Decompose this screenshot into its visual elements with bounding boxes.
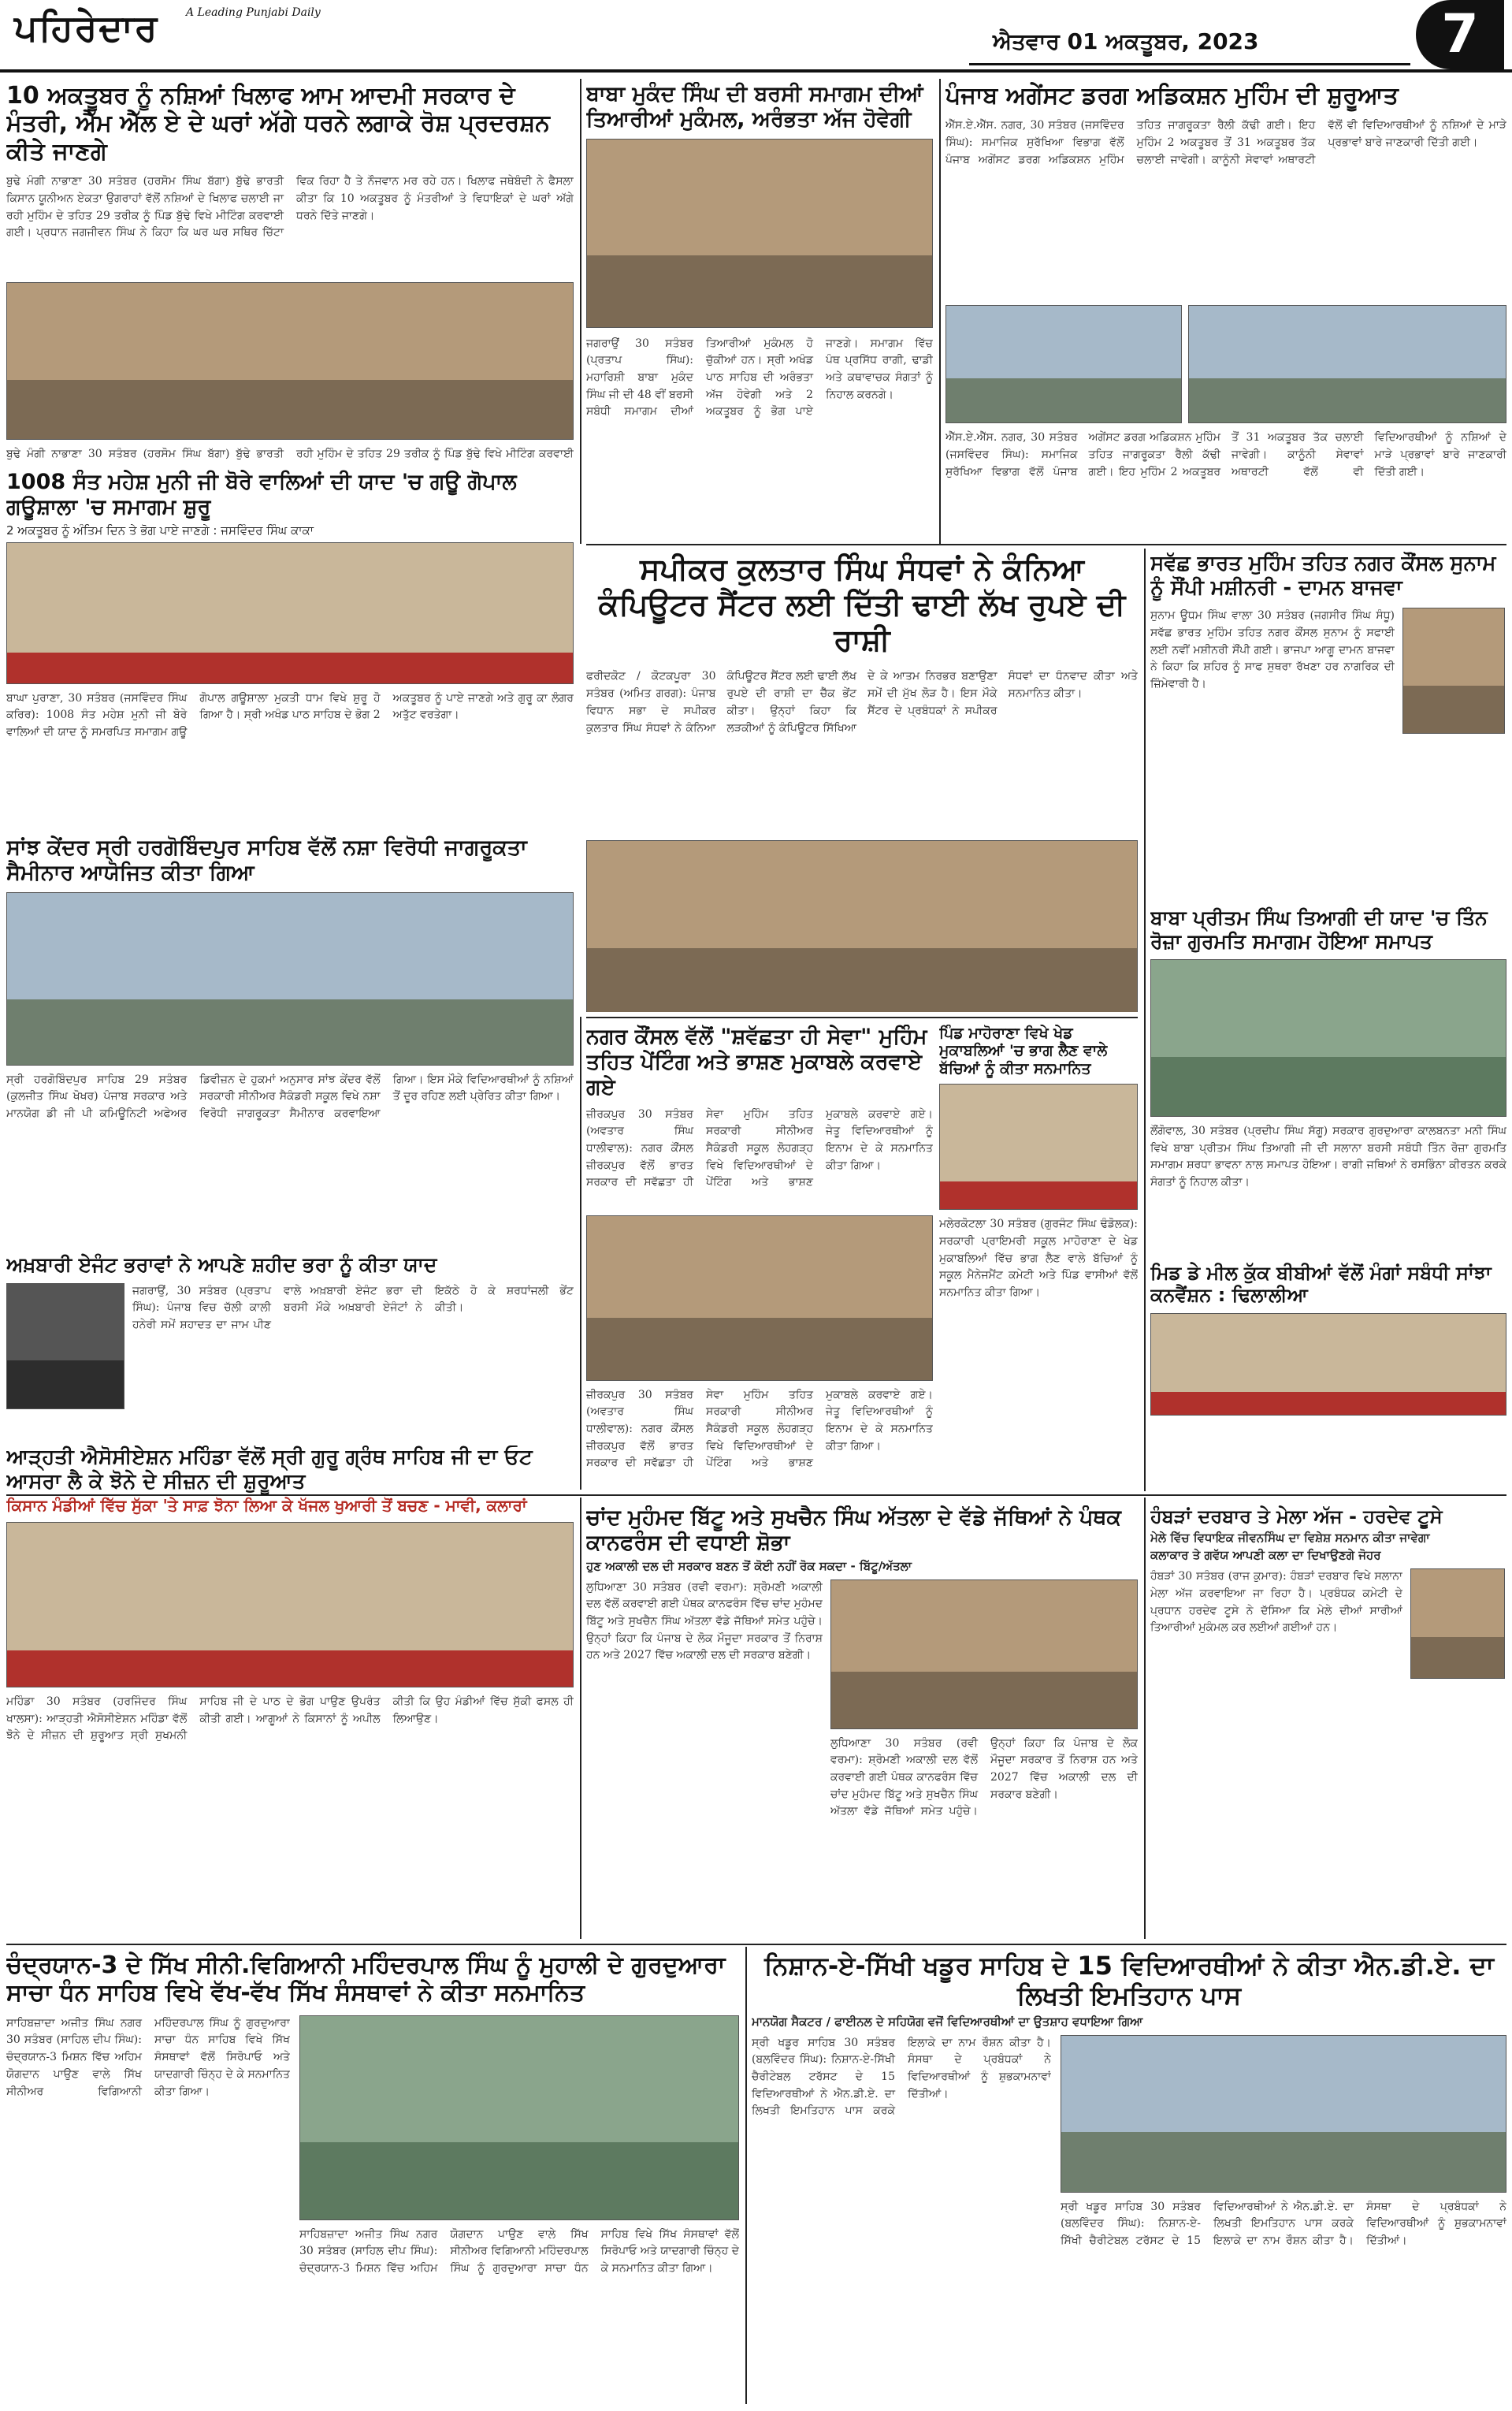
cheque-presentation-photo	[586, 840, 1138, 1012]
article-body: ਮਲੇਰਕੋਟਲਾ 30 ਸਤੰਬਰ (ਗੁਰਜੰਟ ਸਿੰਘ ਢੰਡੋਲਕ): ਸਰਕਾਰੀ ਪ੍ਰਾਇਮਰੀ ਸਕੂਲ ਮਾਹੋਰਾਣਾ ਦੇ ਖੇਡ ਮੁਕਾਬਲਿਆਂ ਵਿੱਚ ਭਾਗ ਲੈਣ ਵਾਲੇ ਬੱਚਿਆਂ ਨੂੰ ਸਕੂਲ ਮੈਨੇਜਮੈਂਟ ਕਮੇਟੀ ਅਤੇ ਪਿੰਡ ਵਾਸੀਆਂ ਵੱਲੋਂ ਸਨਮਾਨਿਤ ਕੀਤਾ ਗਿਆ।	[939, 1218, 1138, 1299]
headline: ਪੰਜਾਬ ਅਗੇਂਸਟ ਡਰਗ ਅਡਿਕਸ਼ਨ ਮੁਹਿੰਮ ਦੀ ਸ਼ੁਰੂਆਤ	[945, 82, 1399, 110]
headline: 1008 ਸੰਤ ਮਹੇਸ਼ ਮੁਨੀ ਜੀ ਬੋਰੇ ਵਾਲਿਆਂ ਦੀ ਯਾਦ 'ਚ ਗਊ ਗੋਪਾਲ ਗਊਸ਼ਾਲਾ 'ਚ ਸਮਾਗਮ ਸ਼ੁਰੂ	[6, 470, 517, 519]
article-mahorana-sports	[939, 1025, 1138, 1490]
martyr-portrait	[6, 1283, 124, 1409]
newspaper-title: ਪਹਿਰੇਦਾਰ	[14, 6, 159, 49]
article-body-continued: ਸਾਹਿਬਜ਼ਾਦਾ ਅਜੀਤ ਸਿੰਘ ਨਗਰ 30 ਸਤੰਬਰ (ਸਾਹਿਲ ਦੀਪ ਸਿੰਘ): ਚੰਦ੍ਰਯਾਨ-3 ਮਿਸ਼ਨ ਵਿੱਚ ਅਹਿਮ ਯੋਗਦਾਨ ਪਾਉਣ ਵਾਲੇ ਸਿੱਖ ਸੀਨੀਅਰ ਵਿਗਿਆਨੀ ਮਹਿੰਦਰਪਾਲ ਸਿੰਘ ਨੂੰ ਗੁਰਦੁਆਰਾ ਸਾਚਾ ਧੰਨ ਸਾਹਿਬ ਵਿਖੇ ਸਿੱਖ ਸੰਸਥਾਵਾਂ ਵੱਲੋਂ ਸਿਰੋਪਾਓ ਅਤੇ ਯਾਦਗਾਰੀ ਚਿੰਨ੍ਹ ਦੇ ਕੇ ਸਨਮਾਨਿਤ ਕੀਤਾ ਗਿਆ।	[299, 2227, 739, 2275]
article-body: ਬਾਘਾ ਪੁਰਾਣਾ, 30 ਸਤੰਬਰ (ਜਸਵਿੰਦਰ ਸਿੰਘ ਕਰਿਰ): 1008 ਸੰਤ ਮਹੇਸ਼ ਮੁਨੀ ਜੀ ਬੋਰੇ ਵਾਲਿਆਂ ਦੀ ਯਾਦ ਨੂੰ ਸਮਰਪਿਤ ਸਮਾਗਮ ਗਊ ਗੋਪਾਲ ਗਊਸ਼ਾਲਾ ਮੁਕਤੀ ਧਾਮ ਵਿਖੇ ਸ਼ੁਰੂ ਹੋ ਗਿਆ ਹੈ। ਸ੍ਰੀ ਅਖੰਡ ਪਾਠ ਸਾਹਿਬ ਦੇ ਭੋਗ 2 ਅਕਤੂਬਰ ਨੂੰ ਪਾਏ ਜਾਣਗੇ ਅਤੇ ਗੁਰੂ ਕਾ ਲੰਗਰ ਅਤੁੱਟ ਵਰਤੇਗਾ।	[6, 691, 574, 739]
headline: ਨਗਰ ਕੌਂਸਲ ਵੱਲੋਂ "ਸ਼ਵੱਛਤਾ ਹੀ ਸੇਵਾ" ਮੁਹਿੰਮ ਤਹਿਤ ਪੇਂਟਿੰਗ ਅਤੇ ਭਾਸ਼ਣ ਮੁਕਾਬਲੇ ਕਰਵਾਏ ਗਏ	[586, 1025, 927, 1099]
article-body: ਸ੍ਰੀ ਹਰਗੋਬਿੰਦਪੁਰ ਸਾਹਿਬ 29 ਸਤੰਬਰ (ਕੁਲਜੀਤ ਸਿੰਘ ਖੋਖਰ) ਪੰਜਾਬ ਸਰਕਾਰ ਅਤੇ ਮਾਨਯੋਗ ਡੀ ਜੀ ਪੀ ਕਮਿਊਨਿਟੀ ਅਫੇਅਰ ਡਿਵੀਜ਼ਨ ਦੇ ਹੁਕਮਾਂ ਅਨੁਸਾਰ ਸਾਂਝ ਕੇਂਦਰ ਵੱਲੋਂ ਸਰਕਾਰੀ ਸੀਨੀਅਰ ਸੈਕੰਡਰੀ ਸਕੂਲ ਵਿਖੇ ਨਸ਼ਾ ਵਿਰੋਧੀ ਜਾਗਰੂਕਤਾ ਸੈਮੀਨਾਰ ਕਰਵਾਇਆ ਗਿਆ। ਇਸ ਮੌਕੇ ਵਿਦਿਆਰਥੀਆਂ ਨੂੰ ਨਸ਼ਿਆਂ ਤੋਂ ਦੂਰ ਰਹਿਣ ਲਈ ਪ੍ਰੇਰਿਤ ਕੀਤਾ ਗਿਆ।	[6, 1073, 574, 1121]
article-body: ਲੁਧਿਆਣਾ 30 ਸਤੰਬਰ (ਰਵੀ ਵਰਮਾ): ਸ਼੍ਰੋਮਣੀ ਅਕਾਲੀ ਦਲ ਵੱਲੋਂ ਕਰਵਾਈ ਗਈ ਪੰਥਕ ਕਾਨਫਰੰਸ ਵਿੱਚ ਚਾਂਦ ਮੁਹੰਮਦ ਬਿੱਟੂ ਅਤੇ ਸੁਖਚੈਨ ਸਿੰਘ ਅੱਤਲਾ ਵੱਡੇ ਜੱਥਿਆਂ ਸਮੇਤ ਪਹੁੰਚੇ। ਉਨ੍ਹਾਂ ਕਿਹਾ ਕਿ ਪੰਜਾਬ ਦੇ ਲੋਕ ਮੌਜੂਦਾ ਸਰਕਾਰ ਤੋਂ ਨਿਰਾਸ਼ ਹਨ ਅਤੇ 2027 ਵਿੱਚ ਅਕਾਲੀ ਦਲ ਦੀ ਸਰਕਾਰ ਬਣੇਗੀ।	[586, 1580, 823, 1662]
article-nda-students	[752, 1951, 1506, 2405]
issue-date: ਐਤਵਾਰ 01 ਅਕਤੂਬਰ, 2023	[993, 28, 1259, 54]
article-speaker-sandhwan	[586, 552, 1138, 1012]
article-body-continued: ਲੁਧਿਆਣਾ 30 ਸਤੰਬਰ (ਰਵੀ ਵਰਮਾ): ਸ਼੍ਰੋਮਣੀ ਅਕਾਲੀ ਦਲ ਵੱਲੋਂ ਕਰਵਾਈ ਗਈ ਪੰਥਕ ਕਾਨਫਰੰਸ ਵਿੱਚ ਚਾਂਦ ਮੁਹੰਮਦ ਬਿੱਟੂ ਅਤੇ ਸੁਖਚੈਨ ਸਿੰਘ ਅੱਤਲਾ ਵੱਡੇ ਜੱਥਿਆਂ ਸਮੇਤ ਪਹੁੰਚੇ। ਉਨ੍ਹਾਂ ਕਿਹਾ ਕਿ ਪੰਜਾਬ ਦੇ ਲੋਕ ਮੌਜੂਦਾ ਸਰਕਾਰ ਤੋਂ ਨਿਰਾਸ਼ ਹਨ ਅਤੇ 2027 ਵਿੱਚ ਅਕਾਲੀ ਦਲ ਦੀ ਸਰਕਾਰ ਬਣੇਗੀ।	[830, 1736, 1138, 1818]
children-honoured-photo	[939, 1084, 1138, 1210]
headline: ਹੰਬੜਾਂ ਦਰਬਾਰ ਤੇ ਮੇਲਾ ਅੱਜ - ਹਰਦੇਵ ਟੂਸੇ	[1150, 1505, 1443, 1527]
column-rule	[580, 1017, 581, 1490]
paddy-season-photo	[6, 1522, 574, 1687]
article-body: ਬੁਢੇ ਮੰਗੀ ਨਾਭਾਣਾ 30 ਸਤੰਬਰ (ਹਰਸੋਮ ਸਿੰਘ ਬੱਗਾ) ਬੁੱਢੇ ਭਾਰਤੀ ਕਿਸਾਨ ਯੂਨੀਅਨ ਏਕਤਾ ਉਗਰਾਹਾਂ ਵੱਲੋਂ ਨਸ਼ਿਆਂ ਦੇ ਖਿਲਾਫ ਚਲਾਈ ਜਾ ਰਹੀ ਮੁਹਿੰਮ ਦੇ ਤਹਿਤ 29 ਤਰੀਕ ਨੂੰ ਪਿੰਡ ਬੁੱਢੇ ਵਿਖੇ ਮੀਟਿੰਗ ਕਰਵਾਈ ਗਈ। ਪ੍ਰਧਾਨ ਜਗਜੀਵਨ ਸਿੰਘ ਨੇ ਕਿਹਾ ਕਿ ਘਰ ਘਰ ਸਥਿਰ ਚਿੱਟਾ ਵਿਕ ਰਿਹਾ ਹੈ ਤੇ ਨੌਜਵਾਨ ਮਰ ਰਹੇ ਹਨ। ਖਿਲਾਫ ਜਥੇਬੰਦੀ ਨੇ ਫੈਸਲਾ ਕੀਤਾ ਕਿ 10 ਅਕਤੂਬਰ ਨੂੰ ਮੰਤਰੀਆਂ ਤੇ ਵਿਧਾਇਕਾਂ ਦੇ ਘਰਾਂ ਅੱਗੇ ਧਰਨੇ ਦਿੱਤੇ ਜਾਣਗੇ।	[6, 175, 574, 240]
article-body: ਫਰੀਦਕੋਟ / ਕੋਟਕਪੂਰਾ 30 ਸਤੰਬਰ (ਅਮਿਤ ਗਰਗ): ਪੰਜਾਬ ਵਿਧਾਨ ਸਭਾ ਦੇ ਸਪੀਕਰ ਕੁਲਤਾਰ ਸਿੰਘ ਸੰਧਵਾਂ ਨੇ ਕੰਨਿਆ ਕੰਪਿਊਟਰ ਸੈਂਟਰ ਲਈ ਢਾਈ ਲੱਖ ਰੁਪਏ ਦੀ ਰਾਸ਼ੀ ਦਾ ਚੈੱਕ ਭੇਂਟ ਕੀਤਾ। ਉਨ੍ਹਾਂ ਕਿਹਾ ਕਿ ਲੜਕੀਆਂ ਨੂੰ ਕੰਪਿਊਟਰ ਸਿੱਖਿਆ ਦੇ ਕੇ ਆਤਮ ਨਿਰਭਰ ਬਣਾਉਣਾ ਸਮੇਂ ਦੀ ਮੁੱਖ ਲੋੜ ਹੈ। ਇਸ ਮੌਕੇ ਸੈਂਟਰ ਦੇ ਪ੍ਰਬੰਧਕਾਂ ਨੇ ਸਪੀਕਰ ਸੰਧਵਾਂ ਦਾ ਧੰਨਵਾਦ ਕੀਤਾ ਅਤੇ ਸਨਮਾਨਿਤ ਕੀਤਾ।	[586, 670, 1138, 735]
date-rule	[969, 63, 1410, 65]
article-body: ਲੌਂਗੋਵਾਲ, 30 ਸਤੰਬਰ (ਪ੍ਰਦੀਪ ਸਿੰਘ ਸੱਗੂ) ਸਰਕਾਰ ਗੁਰਦੁਆਰਾ ਕਾਲਬਨਤਾ ਮਨੀ ਸਿੰਘ ਵਿਖੇ ਬਾਬਾ ਪ੍ਰੀਤਮ ਸਿੰਘ ਤਿਆਗੀ ਜੀ ਦੀ ਸਲਾਨਾ ਬਰਸੀ ਸਬੰਧੀ ਤਿੰਨ ਰੋਜ਼ਾ ਗੁਰਮਤਿ ਸਮਾਗਮ ਸ਼ਰਧਾ ਭਾਵਨਾ ਨਾਲ ਸਮਾਪਤ ਹੋਇਆ। ਰਾਗੀ ਜਥਿਆਂ ਨੇ ਰਸਭਿੰਨਾ ਕੀਰਤਨ ਕਰਕੇ ਸੰਗਤਾਂ ਨੂੰ ਨਿਹਾਲ ਕੀਤਾ।	[1150, 1125, 1506, 1189]
headline: ਚਾਂਦ ਮੁਹੰਮਦ ਬਿੱਟੂ ਅਤੇ ਸੁਖਚੈਨ ਸਿੰਘ ਅੱਤਲਾ ਦੇ ਵੱਡੇ ਜੱਥਿਆਂ ਨੇ ਪੰਥਕ ਕਾਨਫਰੰਸ ਦੀ ਵਧਾਈ ਸ਼ੋਭਾ	[586, 1505, 1121, 1555]
headline: ਪਿੰਡ ਮਾਹੋਰਾਣਾ ਵਿਖੇ ਖੇਡ ਮੁਕਾਬਲਿਆਂ 'ਚ ਭਾਗ ਲੈਣ ਵਾਲੇ ਬੱਚਿਆਂ ਨੂੰ ਕੀਤਾ ਸਨਮਾਨਿਤ	[939, 1025, 1108, 1077]
headline: ਆੜ੍ਹਤੀ ਐਸੋਸੀਏਸ਼ਨ ਮਹਿੰਡਾ ਵੱਲੋਂ ਸ੍ਰੀ ਗੁਰੂ ਗ੍ਰੰਥ ਸਾਹਿਬ ਜੀ ਦਾ ਓਟ ਆਸਰਾ ਲੈ ਕੇ ਝੋਨੇ ਦੇ ਸੀਜ਼ਨ ਦੀ ਸ਼ੁਰੂਆਤ	[6, 1445, 533, 1494]
seminar-photo	[6, 892, 574, 1066]
newspaper-tagline: A Leading Punjabi Daily	[186, 6, 321, 19]
article-body-continued: ਸ੍ਰੀ ਖਡੂਰ ਸਾਹਿਬ 30 ਸਤੰਬਰ (ਬਲਵਿੰਦਰ ਸਿੰਘ): ਨਿਸ਼ਾਨ-ਏ-ਸਿੱਖੀ ਚੈਰੀਟੇਬਲ ਟਰੱਸਟ ਦੇ 15 ਵਿਦਿਆਰਥੀਆਂ ਨੇ ਐਨ.ਡੀ.ਏ. ਦਾ ਲਿਖਤੀ ਇਮਤਿਹਾਨ ਪਾਸ ਕਰਕੇ ਇਲਾਕੇ ਦਾ ਨਾਮ ਰੌਸ਼ਨ ਕੀਤਾ ਹੈ। ਸੰਸਥਾ ਦੇ ਪ੍ਰਬੰਧਕਾਂ ਨੇ ਵਿਦਿਆਰਥੀਆਂ ਨੂੰ ਸ਼ੁਭਕਾਮਨਾਵਾਂ ਦਿੱਤੀਆਂ।	[1061, 2200, 1506, 2247]
samagam-photo	[6, 542, 574, 684]
article-chandrayaan-scientist	[6, 1951, 739, 2405]
bullet-2: ਕਲਾਕਾਰ ਤੇ ਗਵੱਯ ਆਪਣੀ ਕਲਾ ਦਾ ਦਿਖਾਉਣਗੇ ਜੋਹਰ	[1150, 1548, 1381, 1563]
gurmat-samagam-photo	[1150, 959, 1506, 1117]
nda-students-photo	[1061, 2035, 1506, 2193]
section-rule	[6, 1944, 1506, 1945]
headline-mid-day-meal: ਮਿਡ ਡੇ ਮੀਲ ਕੁੱਕ ਬੀਬੀਆਂ ਵੱਲੋਂ ਮੰਗਾਂ ਸਬੰਧੀ ਸਾਂਝਾ ਕਨਵੈਂਸ਼ਨ : ਢਿਲਾਲੀਆ	[1150, 1262, 1492, 1307]
article-pritam-singh-tyagi	[1150, 906, 1506, 1490]
column-rule	[939, 79, 941, 544]
article-body-continued: ਐੱਸ.ਏ.ਐੱਸ. ਨਗਰ, 30 ਸਤੰਬਰ (ਜਸਵਿੰਦਰ ਸਿੰਘ): ਸਮਾਜਿਕ ਸੁਰੱਖਿਆ ਵਿਭਾਗ ਵੱਲੋਂ ਪੰਜਾਬ ਅਗੇਂਸਟ ਡਰਗ ਅਡਿਕਸ਼ਨ ਮੁਹਿੰਮ ਤਹਿਤ ਜਾਗਰੂਕਤਾ ਰੈਲੀ ਕੱਢੀ ਗਈ। ਇਹ ਮੁਹਿੰਮ 2 ਅਕਤੂਬਰ ਤੋਂ 31 ਅਕਤੂਬਰ ਤੱਕ ਚਲਾਈ ਜਾਵੇਗੀ। ਕਾਨੂੰਨੀ ਸੇਵਾਵਾਂ ਅਥਾਰਟੀ ਵੱਲੋਂ ਵੀ ਵਿਦਿਆਰਥੀਆਂ ਨੂੰ ਨਸ਼ਿਆਂ ਦੇ ਮਾੜੇ ਪ੍ਰਭਾਵਾਂ ਬਾਰੇ ਜਾਣਕਾਰੀ ਦਿੱਤੀ ਗਈ।	[945, 431, 1506, 478]
section-rule	[586, 544, 1506, 545]
article-barsi-samagam	[586, 82, 933, 539]
headline: ਬਾਬਾ ਮੁਕੰਦ ਸਿੰਘ ਦੀ ਬਰਸੀ ਸਮਾਗਮ ਦੀਆਂ ਤਿਆਰੀਆਂ ਮੁਕੰਮਲ, ਅਰੰਭਤਾ ਅੱਜ ਹੋਵੇਗੀ	[586, 82, 923, 132]
byline: 2 ਅਕਤੂਬਰ ਨੂੰ ਅੰਤਿਮ ਦਿਨ ਤੇ ਭੋਗ ਪਾਏ ਜਾਣਗੇ : ਜਸਵਿੰਦਰ ਸਿੰਘ ਕਾਕਾ	[6, 523, 314, 538]
article-body: ਜ਼ੀਰਕਪੁਰ 30 ਸਤੰਬਰ (ਅਵਤਾਰ ਸਿੰਘ ਧਾਲੀਵਾਲ): ਨਗਰ ਕੌਂਸਲ ਜ਼ੀਰਕਪੁਰ ਵੱਲੋਂ ਭਾਰਤ ਸਰਕਾਰ ਦੀ ਸਵੱਛਤਾ ਹੀ ਸੇਵਾ ਮੁਹਿੰਮ ਤਹਿਤ ਸਰਕਾਰੀ ਸੀਨੀਅਰ ਸੈਕੰਡਰੀ ਸਕੂਲ ਲੋਹਗੜ੍ਹ ਵਿਖੇ ਵਿਦਿਆਰਥੀਆਂ ਦੇ ਪੇਂਟਿੰਗ ਅਤੇ ਭਾਸ਼ਣ ਮੁਕਾਬਲੇ ਕਰਵਾਏ ਗਏ। ਜੇਤੂ ਵਿਦਿਆਰਥੀਆਂ ਨੂੰ ਇਨਾਮ ਦੇ ਕੇ ਸਨਮਾਨਿਤ ਕੀਤਾ ਗਿਆ।	[586, 1107, 933, 1189]
article-body: ਐੱਸ.ਏ.ਐੱਸ. ਨਗਰ, 30 ਸਤੰਬਰ (ਜਸਵਿੰਦਰ ਸਿੰਘ): ਸਮਾਜਿਕ ਸੁਰੱਖਿਆ ਵਿਭਾਗ ਵੱਲੋਂ ਪੰਜਾਬ ਅਗੇਂਸਟ ਡਰਗ ਅਡਿਕਸ਼ਨ ਮੁਹਿੰਮ ਤਹਿਤ ਜਾਗਰੂਕਤਾ ਰੈਲੀ ਕੱਢੀ ਗਈ। ਇਹ ਮੁਹਿੰਮ 2 ਅਕਤੂਬਰ ਤੋਂ 31 ਅਕਤੂਬਰ ਤੱਕ ਚਲਾਈ ਜਾਵੇਗੀ। ਕਾਨੂੰਨੀ ਸੇਵਾਵਾਂ ਅਥਾਰਟੀ ਵੱਲੋਂ ਵੀ ਵਿਦਿਆਰਥੀਆਂ ਨੂੰ ਨਸ਼ਿਆਂ ਦੇ ਮਾੜੇ ਪ੍ਰਭਾਵਾਂ ਬਾਰੇ ਜਾਣਕਾਰੀ ਦਿੱਤੀ ਗਈ।	[945, 119, 1506, 166]
column-rule	[1144, 549, 1146, 1491]
headline: ਸਾਂਝ ਕੇਂਦਰ ਸ੍ਰੀ ਹਰਗੋਬਿੰਦਪੁਰ ਸਾਹਿਬ ਵੱਲੋਂ ਨਸ਼ਾ ਵਿਰੋਧੀ ਜਾਗਰੂਕਤਾ ਸੈਮੀਨਾਰ ਆਯੋਜਿਤ ਕੀਤਾ ਗਿਆ	[6, 835, 527, 885]
mid-day-meal-photo	[1150, 1313, 1506, 1416]
article-body: ਜਗਰਾਉਂ, 30 ਸਤੰਬਰ (ਪ੍ਰਤਾਪ ਸਿੰਘ): ਪੰਜਾਬ ਵਿਚ ਚੱਲੀ ਕਾਲੀ ਹਨੇਰੀ ਸਮੇਂ ਸ਼ਹਾਦਤ ਦਾ ਜਾਮ ਪੀਣ ਵਾਲੇ ਅਖ਼ਬਾਰੀ ਏਜੰਟ ਭਰਾ ਦੀ ਬਰਸੀ ਮੌਕੇ ਅਖ਼ਬਾਰੀ ਏਜੰਟਾਂ ਨੇ ਇਕੱਠੇ ਹੋ ਕੇ ਸ਼ਰਧਾਂਜਲੀ ਭੇਂਟ ਕੀਤੀ।	[132, 1284, 574, 1331]
article-akhbari-agent	[6, 1253, 574, 1434]
rally-photo-2	[1188, 305, 1506, 423]
article-body: ਸ੍ਰੀ ਖਡੂਰ ਸਾਹਿਬ 30 ਸਤੰਬਰ (ਬਲਵਿੰਦਰ ਸਿੰਘ): ਨਿਸ਼ਾਨ-ਏ-ਸਿੱਖੀ ਚੈਰੀਟੇਬਲ ਟਰੱਸਟ ਦੇ 15 ਵਿਦਿਆਰਥੀਆਂ ਨੇ ਐਨ.ਡੀ.ਏ. ਦਾ ਲਿਖਤੀ ਇਮਤਿਹਾਨ ਪਾਸ ਕਰਕੇ ਇਲਾਕੇ ਦਾ ਨਾਮ ਰੌਸ਼ਨ ਕੀਤਾ ਹੈ। ਸੰਸਥਾ ਦੇ ਪ੍ਰਬੰਧਕਾਂ ਨੇ ਵਿਦਿਆਰਥੀਆਂ ਨੂੰ ਸ਼ੁਭਕਾਮਨਾਵਾਂ ਦਿੱਤੀਆਂ।	[752, 2036, 1051, 2118]
column-rule	[745, 1947, 747, 2404]
headline: ਅਖ਼ਬਾਰੀ ਏਜੰਟ ਭਰਾਵਾਂ ਨੇ ਆਪਣੇ ਸ਼ਹੀਦ ਭਰਾ ਨੂੰ ਕੀਤਾ ਯਾਦ	[6, 1253, 437, 1276]
bullet-1: ਮੇਲੇ ਵਿੱਚ ਵਿਧਾਇਕ ਜੀਵਨਸਿੰਘ ਦਾ ਵਿਸ਼ੇਸ਼ ਸਨਮਾਨ ਕੀਤਾ ਜਾਵੇਗਾ	[1150, 1531, 1430, 1546]
headline: ਨਿਸ਼ਾਨ-ਏ-ਸਿੱਖੀ ਖਡੂਰ ਸਾਹਿਬ ਦੇ 15 ਵਿਦਿਆਰਥੀਆਂ ਨੇ ਕੀਤਾ ਐਨ.ਡੀ.ਏ. ਦਾ ਲਿਖਤੀ ਇਮਤਿਹਾਨ ਪਾਸ	[764, 1951, 1494, 2011]
article-body: ਜਗਰਾਉਂ 30 ਸਤੰਬਰ (ਪ੍ਰਤਾਪ ਸਿੰਘ): ਮਹਾਰਿਸ਼ੀ ਬਾਬਾ ਮੁਕੰਦ ਸਿੰਘ ਜੀ ਦੀ 48 ਵੀਂ ਬਰਸੀ ਸਬੰਧੀ ਸਮਾਗਮ ਦੀਆਂ ਤਿਆਰੀਆਂ ਮੁਕੰਮਲ ਹੋ ਚੁੱਕੀਆਂ ਹਨ। ਸ੍ਰੀ ਅਖੰਡ ਪਾਠ ਸਾਹਿਬ ਦੀ ਅਰੰਭਤਾ ਅੱਜ ਹੋਵੇਗੀ ਅਤੇ 2 ਅਕਤੂਬਰ ਨੂੰ ਭੋਗ ਪਾਏ ਜਾਣਗੇ। ਸਮਾਗਮ ਵਿੱਚ ਪੰਥ ਪ੍ਰਸਿੱਧ ਰਾਗੀ, ਢਾਡੀ ਅਤੇ ਕਥਾਵਾਚਕ ਸੰਗਤਾਂ ਨੂੰ ਨਿਹਾਲ ਕਰਨਗੇ।	[586, 337, 933, 419]
article-arhtiya-association	[6, 1445, 574, 1911]
daman-bajwa-photo	[1402, 608, 1505, 734]
headline: ਸਪੀਕਰ ਕੁਲਤਾਰ ਸਿੰਘ ਸੰਧਵਾਂ ਨੇ ਕੰਨਿਆ ਕੰਪਿਊਟਰ ਸੈਂਟਰ ਲਈ ਦਿੱਤੀ ਢਾਈ ਲੱਖ ਰੁਪਏ ਦੀ ਰਾਸ਼ੀ	[598, 552, 1126, 657]
honour-ceremony-photo	[299, 2015, 739, 2220]
article-drug-campaign	[945, 82, 1506, 539]
article-saanj-kendra	[6, 835, 574, 1245]
photo-caption: ਬੁਢੇ ਮੰਗੀ ਨਾਭਾਣਾ 30 ਸਤੰਬਰ (ਹਰਸੋਮ ਸਿੰਘ ਬੱਗਾ) ਬੁੱਢੇ ਭਾਰਤੀ ਰਹੀ ਮੁਹਿੰਮ ਦੇ ਤਹਿਤ 29 ਤਰੀਕ ਨੂੰ ਪਿੰਡ ਬੁੱਢੇ ਵਿਖੇ ਮੀਟਿੰਗ ਕਰਵਾਈ	[6, 448, 574, 460]
headline: ਚੰਦ੍ਰਯਾਨ-3 ਦੇ ਸਿੱਖ ਸੀਨੀ.ਵਿਗਿਆਨੀ ਮਹਿੰਦਰਪਾਲ ਸਿੰਘ ਨੂੰ ਮੁਹਾਲੀ ਦੇ ਗੁਰਦੁਆਰਾ ਸਾਚਾ ਧੰਨ ਸਾਹਿਬ ਵਿਖੇ ਵੱਖ-ਵੱਖ ਸਿੱਖ ਸੰਸਥਾਵਾਂ ਨੇ ਕੀਤਾ ਸਨਮਾਨਿਤ	[6, 1951, 726, 2007]
article-swachh-bharat	[1150, 552, 1506, 899]
rally-photo-1	[945, 305, 1182, 423]
column-rule	[580, 1498, 581, 1939]
headline: ਸਵੱਛ ਭਾਰਤ ਮੁਹਿੰਮ ਤਹਿਤ ਨਗਰ ਕੌਂਸਲ ਸੁਨਾਮ ਨੂੰ ਸੌਂਪੀ ਮਸ਼ੀਨਰੀ - ਦਾਮਨ ਬਾਜਵਾ	[1150, 552, 1496, 600]
subheadline: ਕਿਸਾਨ ਮੰਡੀਆਂ ਵਿੱਚ ਸੁੱਕਾ 'ਤੇ ਸਾਫ਼ ਝੋਨਾ ਲਿਆ ਕੇ ਖੱਜਲ ਖੁਆਰੀ ਤੋਂ ਬਚਣ - ਮਾਵੀ, ਕਲਾਰਾਂ	[6, 1496, 527, 1516]
article-body: ਮਹਿੰਡਾ 30 ਸਤੰਬਰ (ਹਰਜਿੰਦਰ ਸਿੰਘ ਖਾਲਸਾ): ਆੜ੍ਹਤੀ ਐਸੋਸੀਏਸ਼ਨ ਮਹਿੰਡਾ ਵੱਲੋਂ ਝੋਨੇ ਦੇ ਸੀਜ਼ਨ ਦੀ ਸ਼ੁਰੂਆਤ ਸ੍ਰੀ ਸੁਖਮਨੀ ਸਾਹਿਬ ਜੀ ਦੇ ਪਾਠ ਦੇ ਭੋਗ ਪਾਉਣ ਉਪਰੰਤ ਕੀਤੀ ਗਈ। ਆਗੂਆਂ ਨੇ ਕਿਸਾਨਾਂ ਨੂੰ ਅਪੀਲ ਕੀਤੀ ਕਿ ਉਹ ਮੰਡੀਆਂ ਵਿੱਚ ਸੁੱਕੀ ਫਸਲ ਹੀ ਲਿਆਉਣ।	[6, 1695, 574, 1743]
column-rule	[1144, 1498, 1146, 1939]
section-rule	[586, 1017, 1138, 1018]
headline: ਬਾਬਾ ਪ੍ਰੀਤਮ ਸਿੰਘ ਤਿਆਗੀ ਦੀ ਯਾਦ 'ਚ ਤਿੰਨ ਰੋਜ਼ਾ ਗੁਰਮਤਿ ਸਮਾਗਮ ਹੋਇਆ ਸਮਾਪਤ	[1150, 906, 1488, 953]
article-body: ਸੁਨਾਮ ਊਧਮ ਸਿੰਘ ਵਾਲਾ 30 ਸਤੰਬਰ (ਜਗਸੀਰ ਸਿੰਘ ਸੰਧੂ) ਸਵੱਛ ਭਾਰਤ ਮੁਹਿੰਮ ਤਹਿਤ ਨਗਰ ਕੌਂਸਲ ਸੁਨਾਮ ਨੂੰ ਸਫਾਈ ਲਈ ਨਵੀਂ ਮਸ਼ੀਨਰੀ ਸੌਂਪੀ ਗਈ। ਭਾਜਪਾ ਆਗੂ ਦਾਮਨ ਬਾਜਵਾ ਨੇ ਕਿਹਾ ਕਿ ਸ਼ਹਿਰ ਨੂੰ ਸਾਫ ਸੁਥਰਾ ਰੱਖਣਾ ਹਰ ਨਾਗਰਿਕ ਦੀ ਜ਼ਿੰਮੇਵਾਰੀ ਹੈ।	[1150, 609, 1395, 691]
article-body-continued: ਜ਼ੀਰਕਪੁਰ 30 ਸਤੰਬਰ (ਅਵਤਾਰ ਸਿੰਘ ਧਾਲੀਵਾਲ): ਨਗਰ ਕੌਂਸਲ ਜ਼ੀਰਕਪੁਰ ਵੱਲੋਂ ਭਾਰਤ ਸਰਕਾਰ ਦੀ ਸਵੱਛਤਾ ਹੀ ਸੇਵਾ ਮੁਹਿੰਮ ਤਹਿਤ ਸਰਕਾਰੀ ਸੀਨੀਅਰ ਸੈਕੰਡਰੀ ਸਕੂਲ ਲੋਹਗੜ੍ਹ ਵਿਖੇ ਵਿਦਿਆਰਥੀਆਂ ਦੇ ਪੇਂਟਿੰਗ ਅਤੇ ਭਾਸ਼ਣ ਮੁਕਾਬਲੇ ਕਰਵਾਏ ਗਏ। ਜੇਤੂ ਵਿਦਿਆਰਥੀਆਂ ਨੂੰ ਇਨਾਮ ਦੇ ਕੇ ਸਨਮਾਨਿਤ ਕੀਤਾ ਗਿਆ।	[586, 1388, 933, 1470]
byline: ਹੁਣ ਅਕਾਲੀ ਦਲ ਦੀ ਸਰਕਾਰ ਬਣਨ ਤੋਂ ਕੋਈ ਨਹੀਂ ਰੋਕ ਸਕਦਾ - ਬਿੱਟੂ/ਅੱਤਲਾ	[586, 1558, 912, 1573]
competition-photo	[586, 1215, 933, 1381]
page-number: 7	[1416, 0, 1504, 69]
baba-photo	[586, 139, 933, 328]
article-body: ਸਾਹਿਬਜ਼ਾਦਾ ਅਜੀਤ ਸਿੰਘ ਨਗਰ 30 ਸਤੰਬਰ (ਸਾਹਿਲ ਦੀਪ ਸਿੰਘ): ਚੰਦ੍ਰਯਾਨ-3 ਮਿਸ਼ਨ ਵਿੱਚ ਅਹਿਮ ਯੋਗਦਾਨ ਪਾਉਣ ਵਾਲੇ ਸਿੱਖ ਸੀਨੀਅਰ ਵਿਗਿਆਨੀ ਮਹਿੰਦਰਪਾਲ ਸਿੰਘ ਨੂੰ ਗੁਰਦੁਆਰਾ ਸਾਚਾ ਧੰਨ ਸਾਹਿਬ ਵਿਖੇ ਸਿੱਖ ਸੰਸਥਾਵਾਂ ਵੱਲੋਂ ਸਿਰੋਪਾਓ ਅਤੇ ਯਾਦਗਾਰੀ ਚਿੰਨ੍ਹ ਦੇ ਕੇ ਸਨਮਾਨਿਤ ਕੀਤਾ ਗਿਆ।	[6, 2016, 290, 2098]
conference-photo	[830, 1579, 1138, 1729]
article-protest-drugs	[6, 82, 574, 460]
article-body: ਹੰਬੜਾਂ 30 ਸਤੰਬਰ (ਰਾਜ ਕੁਮਾਰ): ਹੰਬੜਾਂ ਦਰਬਾਰ ਵਿਖੇ ਸਲਾਨਾ ਮੇਲਾ ਅੱਜ ਕਰਵਾਇਆ ਜਾ ਰਿਹਾ ਹੈ। ਪ੍ਰਬੰਧਕ ਕਮੇਟੀ ਦੇ ਪ੍ਰਧਾਨ ਹਰਦੇਵ ਟੂਸੇ ਨੇ ਦੱਸਿਆ ਕਿ ਮੇਲੇ ਦੀਆਂ ਸਾਰੀਆਂ ਤਿਆਰੀਆਂ ਮੁਕੰਮਲ ਕਰ ਲਈਆਂ ਗਈਆਂ ਹਨ।	[1150, 1570, 1402, 1635]
protest-photo	[6, 282, 574, 440]
article-hambran-mela	[1150, 1505, 1506, 1939]
headline: 10 ਅਕਤੂਬਰ ਨੂੰ ਨਸ਼ਿਆਂ ਖਿਲਾਫ ਆਮ ਆਦਮੀ ਸਰਕਾਰ ਦੇ ਮੰਤਰੀ, ਐੱਮ ਐੱਲ ਏ ਦੇ ਘਰਾਂ ਅੱਗੇ ਧਰਨੇ ਲਗਾਕੇ ਰੋਸ਼ ਪ੍ਰਦਰਸ਼ਨ ਕੀਤੇ ਜਾਣਗੇ	[6, 82, 550, 166]
article-panthak-conference	[586, 1505, 1138, 1939]
column-rule	[580, 79, 581, 544]
byline: ਮਾਨਯੋਗ ਸੈਕਟਰ / ਫਾਈਨਲ ਦੇ ਸਹਿਯੋਗ ਵਜੋਂ ਵਿਦਿਆਰਥੀਆਂ ਦਾ ਉਤਸ਼ਾਹ ਵਧਾਇਆ ਗਿਆ	[752, 2014, 1143, 2029]
article-gaushala	[6, 470, 574, 828]
organiser-portrait	[1410, 1568, 1505, 1679]
masthead	[0, 0, 1512, 73]
article-painting-competition	[586, 1025, 933, 1490]
